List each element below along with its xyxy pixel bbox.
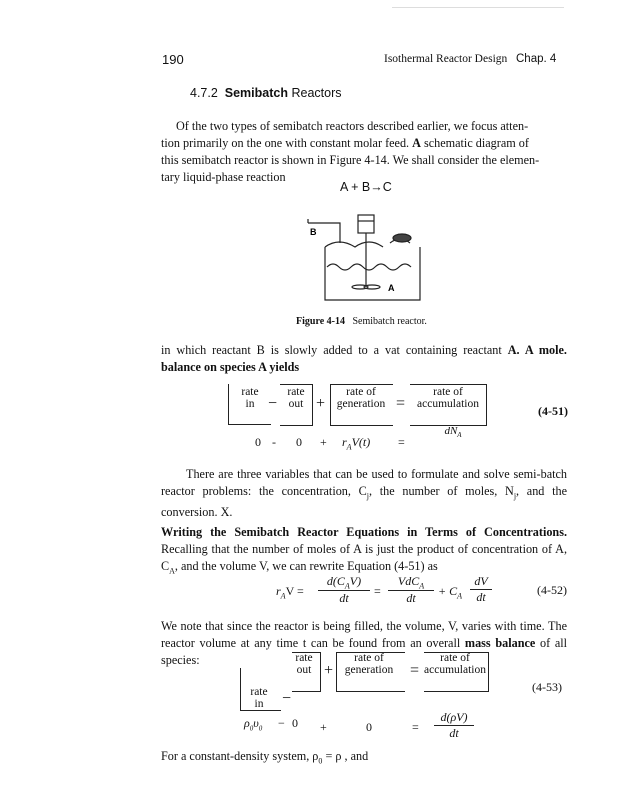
eq451-number: (4-51)	[538, 404, 568, 418]
figure-label-b: B	[310, 227, 317, 237]
eq453-number: (4-53)	[532, 680, 562, 694]
eq453-drho-v-dt: d(ρV) dt	[434, 710, 474, 741]
variables-paragraph: There are three variables that can be used to formulate and solve semi-batch reactor problems: the concentration, $C_j$, the number of moles, $N_j$, and the conversion. X.	[161, 467, 567, 520]
top-rule	[392, 7, 564, 8]
intro-paragraph	[161, 118, 567, 186]
eq451-rate-accumulation: rate of accumulation	[417, 386, 479, 410]
eq453-rate-in: rate in	[250, 686, 268, 710]
eq451-rate-in: rate in	[241, 386, 259, 410]
equation-4-52-dvdt: dV dt	[470, 574, 492, 605]
eq453-rate-generation: rate of generation	[344, 652, 394, 676]
section-number: 4.7.2	[190, 86, 218, 100]
section-title-rest: Reactors	[291, 86, 342, 100]
chapter-label: Chap. 4	[516, 53, 557, 65]
eq451-rate-out: rate out	[287, 386, 305, 410]
equation-4-52: $r_AV$ = $d(C_AV)$ dt = VdC$_A$ dt	[276, 574, 436, 604]
last-line: For a constant-density system, $\rho_0 = \rho$ , and	[161, 749, 369, 766]
running-title: Isothermal Reactor Design	[384, 53, 508, 65]
semibatch-reactor-figure	[300, 205, 440, 310]
section-title-bold: Semibatch	[224, 86, 288, 100]
eq452-number: (4-52)	[537, 583, 567, 597]
eq451-rate-generation: rate of generation	[336, 386, 386, 410]
page-number: 190	[162, 52, 184, 67]
figure-label-a: A	[388, 283, 395, 293]
figure-caption-number: Figure 4-14	[296, 316, 345, 327]
reaction-equation: A + B→C	[340, 180, 392, 194]
concentration-heading: Writing the Semibatch Reactor Equations in Terms of Concentrations.	[161, 525, 567, 539]
intro-line-1: Of the two types of semibatch reactors described earlier, we focus atten-	[176, 119, 529, 133]
section-heading	[190, 86, 342, 100]
liquid-surface	[327, 264, 411, 270]
intro-line-3: this semibatch reactor is shown in Figure 4-14. We shall consider the elemen-	[161, 153, 540, 167]
vessel-outline	[325, 247, 420, 300]
eq453-rate-accumulation: rate of accumulation	[424, 652, 486, 676]
figure-caption-text: Semibatch reactor.	[352, 316, 427, 327]
concentration-paragraph: Writing the Semibatch Reactor Equations in Terms of Concentrations. Recalling that the number of moles of A is just the product of concentration of A, $C_A$, and the volume V, we can rewrite Equation (4-51) as	[161, 525, 567, 576]
equation-4-52-tail: + $C_A$	[438, 584, 462, 601]
eq451-dna-dt: $dN_A$	[444, 425, 462, 440]
intro-line-4: tary liquid-phase reaction	[161, 170, 286, 184]
figure-caption	[296, 316, 427, 327]
volume-paragraph: We note that since the reactor is being filled, the volume, V, varies with time. The reactor volume at any time t can be found from an overall mass balance of all species:	[161, 619, 567, 667]
intro-line-2: tion primarily on the one with constant molar feed. A schematic diagram of	[161, 136, 529, 150]
after-figure-paragraph: in which reactant B is slowly added to a vat containing reactant A. A mole. balance on species A yields	[161, 343, 567, 374]
stirrer-motor	[358, 215, 374, 233]
eq453-rate-out: rate out	[295, 652, 313, 676]
